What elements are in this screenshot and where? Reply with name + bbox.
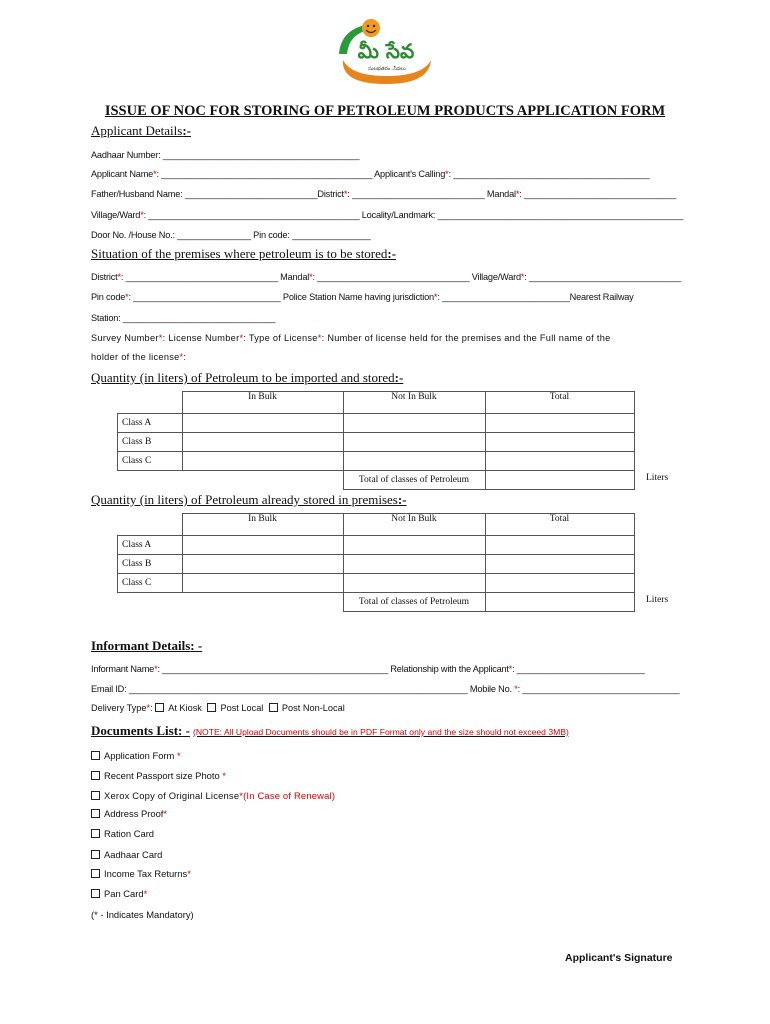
checkbox[interactable] — [91, 809, 100, 818]
checkbox[interactable] — [91, 850, 100, 859]
table-row: Class C — [118, 452, 635, 471]
cell-input[interactable] — [182, 574, 343, 593]
applicant-signature: Applicant's Signature — [565, 952, 673, 964]
village-ward-row[interactable]: Village/Ward*: ___________________________________________ Locality/Landmark: __________________________________________________ — [91, 210, 684, 220]
cell-input[interactable] — [343, 433, 485, 452]
license-holder-row[interactable]: holder of the license*: — [91, 352, 187, 362]
liters-label: Liters — [646, 473, 669, 483]
father-name-row[interactable]: Father/Husband Name: ___________________________District*: ___________________________ Mandal*: _______________________________ — [91, 189, 677, 199]
cell-input[interactable] — [485, 414, 634, 433]
cell-input[interactable] — [182, 433, 343, 452]
page-title: ISSUE OF NOC FOR STORING OF PETROLEUM PRODUCTS APPLICATION FORM — [104, 103, 666, 119]
cell-input[interactable] — [485, 452, 634, 471]
table-row: Class B — [118, 433, 635, 452]
kiosk-checkbox[interactable] — [155, 703, 164, 712]
informant-heading: Informant Details: - — [91, 638, 203, 653]
header-in-bulk: In Bulk — [182, 392, 343, 414]
checkbox[interactable] — [91, 771, 100, 780]
doc-address-proof[interactable]: Address Proof* — [91, 808, 167, 819]
doc-ration-card[interactable]: Ration Card — [91, 828, 154, 839]
aadhaar-number-field[interactable]: Aadhaar Number: ________________________________________ — [91, 150, 360, 160]
situation-district-row[interactable]: District*: _______________________________ Mandal*: _______________________________ Village/Ward*: _______________________________ — [91, 272, 682, 282]
cell-input[interactable] — [343, 414, 485, 433]
cell-input[interactable] — [485, 471, 634, 490]
table-row: Class B — [118, 555, 635, 574]
header-total: Total — [485, 392, 634, 414]
qty-import-table — [117, 391, 635, 490]
qty-stored-heading: Quantity (in liters) of Petroleum already stored in premises:- — [91, 492, 407, 507]
cell-input[interactable] — [485, 433, 634, 452]
checkbox[interactable] — [91, 889, 100, 898]
post-local-checkbox[interactable] — [207, 703, 216, 712]
email-mobile-row[interactable]: Email ID: _____________________________________________________________________ Mobile No. *: ________________________________ — [91, 684, 680, 694]
situation-pincode-row[interactable]: Pin code*: ______________________________ Police Station Name having jurisdiction*: __________________________Nearest Railway — [91, 292, 634, 302]
table-row — [118, 471, 635, 490]
survey-license-row[interactable]: Survey Number*: License Number*: Type of License*: Number of license held for the premises and the Full name of the — [91, 333, 611, 343]
doc-income-tax[interactable]: Income Tax Returns* — [91, 868, 191, 879]
logo-tagline: సులభతరం..సేవలు — [368, 66, 406, 72]
liters-label: Liters — [646, 595, 669, 605]
cell-input[interactable] — [182, 536, 343, 555]
cell-input[interactable] — [485, 536, 634, 555]
logo-smiley-icon — [362, 19, 380, 37]
cell-input[interactable] — [485, 574, 634, 593]
cell-input[interactable] — [182, 452, 343, 471]
total-label: Total of classes of Petroleum — [343, 471, 485, 490]
cell-input[interactable] — [182, 414, 343, 433]
situation-heading: Situation of the premises where petroleum is to be stored:- — [91, 246, 397, 261]
table-row: Class C — [118, 574, 635, 593]
mandatory-note: (* - Indicates Mandatory) — [91, 909, 194, 920]
checkbox[interactable] — [91, 751, 100, 760]
qty-import-heading: Quantity (in liters) of Petroleum to be imported and stored:- — [91, 370, 404, 385]
table-row: Class A — [118, 414, 635, 433]
logo-orange-arc — [343, 60, 431, 84]
doc-passport-photo[interactable]: Recent Passport size Photo * — [91, 770, 226, 781]
applicant-details-heading: Applicant Details:- — [91, 123, 192, 138]
checkbox[interactable] — [91, 791, 100, 800]
cell-input[interactable] — [182, 555, 343, 574]
table-row: Class A — [118, 536, 635, 555]
header-not-in-bulk: Not In Bulk — [343, 514, 485, 536]
railway-station-field[interactable]: Station: _______________________________ — [91, 313, 276, 323]
applicant-name-row[interactable]: Applicant Name*: ___________________________________________ Applicant's Calling*: ________________________________________ — [91, 169, 650, 179]
doc-pan-card[interactable]: Pan Card* — [91, 888, 147, 899]
cell-input[interactable] — [343, 536, 485, 555]
cell-input[interactable] — [343, 452, 485, 471]
table-row — [118, 593, 635, 612]
cell-input[interactable] — [485, 555, 634, 574]
cell-input[interactable] — [343, 574, 485, 593]
informant-name-row[interactable]: Informant Name*: ______________________________________________ Relationship with the Applicant*: __________________________ — [91, 664, 645, 674]
header-total: Total — [485, 514, 634, 536]
cell-input[interactable] — [343, 555, 485, 574]
post-nonlocal-checkbox[interactable] — [269, 703, 278, 712]
logo-text: మీ సేవ — [357, 39, 415, 63]
doc-license-copy[interactable]: Xerox Copy of Original License*(In Case of Renewal) — [91, 790, 335, 801]
header-in-bulk: In Bulk — [182, 514, 343, 536]
checkbox[interactable] — [91, 829, 100, 838]
doc-application-form[interactable]: Application Form * — [91, 750, 181, 761]
doc-aadhaar-card[interactable]: Aadhaar Card — [91, 849, 162, 860]
checkbox[interactable] — [91, 869, 100, 878]
header-not-in-bulk: Not In Bulk — [343, 392, 485, 414]
door-number-row[interactable]: Door No. /House No.: _______________ Pin code: ________________ — [91, 230, 371, 240]
documents-heading: Documents List: - (NOTE: All Upload Documents should be in PDF Format only and the size should not exceed 3MB) — [91, 723, 569, 738]
meeseva-logo — [331, 14, 441, 88]
total-label: Total of classes of Petroleum — [343, 593, 485, 612]
cell-input[interactable] — [485, 593, 634, 612]
delivery-type-row: Delivery Type*: At Kiosk Post Local Post Non-Local — [91, 703, 345, 713]
qty-stored-table — [117, 513, 635, 612]
